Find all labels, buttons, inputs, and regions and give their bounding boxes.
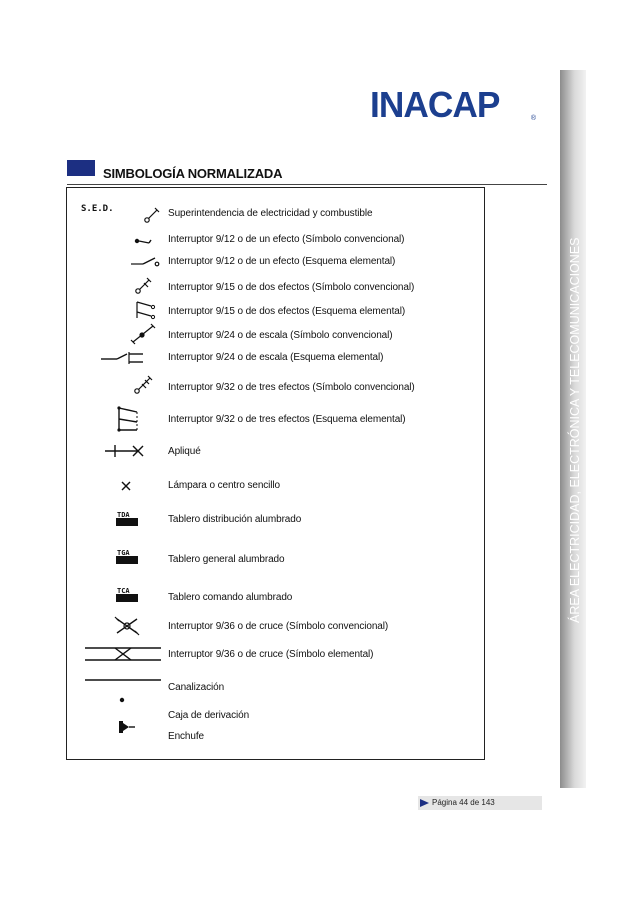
- row-description: Lámpara o centro sencillo: [168, 480, 281, 491]
- side-banner-text: ÁREA ELECTRICIDAD, ELECTRÓNICA Y TELECOMUNICACIONES: [568, 237, 582, 623]
- row-description: Caja de derivación: [168, 710, 250, 721]
- row-description: Superintendencia de electricidad y combustible: [168, 208, 373, 219]
- section-marker: [67, 160, 95, 176]
- sed-symbol-icon: [77, 200, 167, 224]
- section-divider: [67, 184, 547, 185]
- row-description: Canalización: [168, 682, 225, 693]
- row-description: Apliqué: [168, 446, 201, 457]
- lamp-icon: [97, 476, 157, 496]
- row-description: Interruptor 9/12 o de un efecto (Esquema elemental): [168, 256, 396, 267]
- page-number: Página 44 de 143: [432, 798, 495, 807]
- switch-9-24-elemental-icon: [97, 346, 157, 368]
- row-description: Interruptor 9/12 o de un efecto (Símbolo convencional): [168, 234, 405, 245]
- triangle-arrow-icon: [420, 799, 429, 807]
- switch-9-32-elemental-icon: [107, 402, 157, 436]
- side-banner: [560, 70, 586, 788]
- row-description: Tablero distribución alumbrado: [168, 514, 302, 525]
- row-description: Enchufe: [168, 731, 204, 742]
- svg-text:TGA: TGA: [117, 549, 130, 557]
- registered-mark: ®: [530, 115, 536, 122]
- row-description: Interruptor 9/24 o de escala (Esquema elemental): [168, 352, 384, 363]
- section-title: SIMBOLOGÍA NORMALIZADA: [103, 166, 283, 181]
- general-board-icon: [97, 544, 157, 568]
- row-description: Tablero comando alumbrado: [168, 592, 293, 603]
- crossover-elemental-icon: [79, 642, 169, 666]
- junction-box-icon: [97, 694, 157, 706]
- wall-light-icon: [97, 440, 157, 462]
- svg-text:S.E.D.: S.E.D.: [81, 204, 114, 214]
- symbols-table: [66, 187, 485, 760]
- row-description: Interruptor 9/32 o de tres efectos (Esquema elemental): [168, 414, 406, 425]
- row-description: Tablero general alumbrado: [168, 554, 285, 565]
- page-footer: [418, 796, 542, 810]
- row-description: Interruptor 9/15 o de dos efectos (Símbolo convencional): [168, 282, 415, 293]
- row-description: Interruptor 9/36 o de cruce (Símbolo elemental): [168, 649, 374, 660]
- distribution-board-icon: [97, 506, 157, 530]
- row-description: Interruptor 9/24 o de escala (Símbolo convencional): [168, 330, 393, 341]
- logo-text: INACAP: [370, 84, 500, 125]
- inacap-logo: [370, 84, 536, 125]
- svg-text:TDA: TDA: [117, 511, 130, 519]
- conduit-line-icon: [79, 674, 169, 686]
- row-description: Interruptor 9/32 o de tres efectos (Símbolo convencional): [168, 382, 415, 393]
- control-board-icon: [97, 582, 157, 606]
- crossover-conventional-icon: [97, 614, 157, 638]
- row-description: Interruptor 9/36 o de cruce (Símbolo convencional): [168, 621, 389, 632]
- row-description: Interruptor 9/15 o de dos efectos (Esquema elemental): [168, 306, 406, 317]
- svg-text:TCA: TCA: [117, 587, 130, 595]
- socket-icon: [97, 718, 157, 736]
